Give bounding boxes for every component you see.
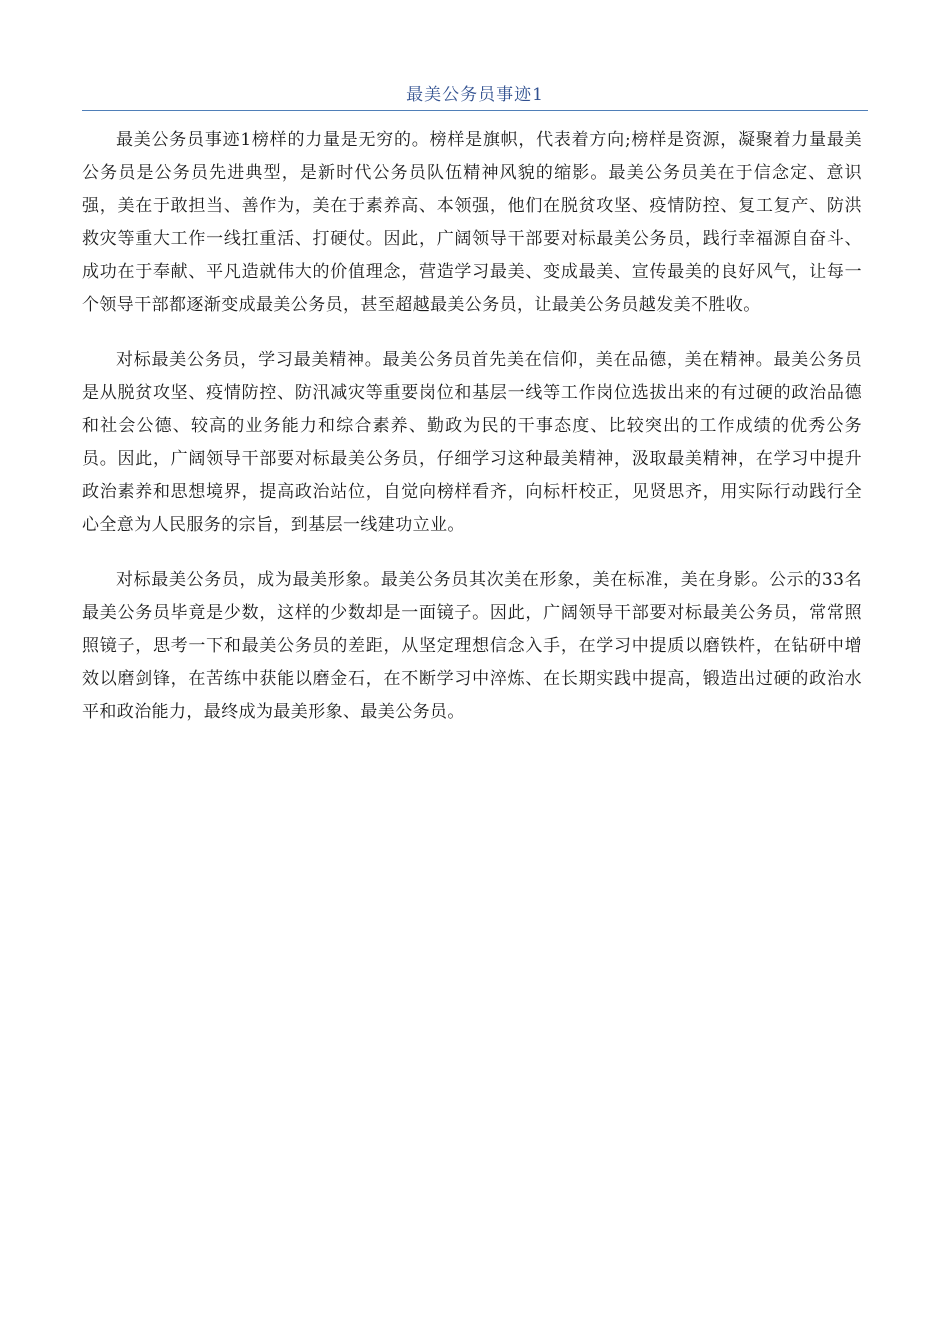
paragraph-2: 对标最美公务员，学习最美精神。最美公务员首先美在信仰，美在品德，美在精神。最美公务员是从脱贫攻坚、疫情防控、防汛减灾等重要岗位和基层一线等工作岗位选拔出来的有过硬的政治品德和社会公德、较高的业务能力和综合素养、勤政为民的干事态度、比较突出的工作成绩的优秀公务员。因此，广阔领导干部要对标最美公务员，仔细学习这种最美精神，汲取最美精神，在学习中提升政治素养和思想境界，提高政治站位，自觉向榜样看齐，向标杆校正，见贤思齐，用实际行动践行全心全意为人民服务的宗旨，到基层一线建功立业。 — [82, 350, 862, 535]
paragraph-3: 对标最美公务员，成为最美形象。最美公务员其次美在形象，美在标准，美在身影。公示的33名最美公务员毕竟是少数，这样的少数却是一面镜子。因此，广阔领导干部要对标最美公务员，常常照照镜子，思考一下和最美公务员的差距，从坚定理想信念入手，在学习中提质以磨铁杵，在钻研中增效以磨剑锋，在苦练中获能以磨金石，在不断学习中淬炼、在长期实践中提高，锻造出过硬的政治水平和政治能力，最终成为最美形象、最美公务员。 — [82, 570, 862, 722]
page-header — [82, 82, 868, 111]
paragraph-1: 最美公务员事迹1榜样的力量是无穷的。榜样是旗帜，代表着方向;榜样是资源，凝聚着力量最美公务员是公务员先进典型，是新时代公务员队伍精神风貌的缩影。最美公务员美在于信念定、意识强，美在于敢担当、善作为，美在于素养高、本领强，他们在脱贫攻坚、疫情防控、复工复产、防洪救灾等重大工作一线扛重活、打硬仗。因此，广阔领导干部要对标最美公务员，践行幸福源自奋斗、成功在于奉献、平凡造就伟大的价值理念，营造学习最美、变成最美、宣传最美的良好风气，让每一个领导干部都逐渐变成最美公务员，甚至超越最美公务员，让最美公务员越发美不胜收。 — [82, 130, 862, 315]
header-title: 最美公务员事迹1 — [406, 85, 544, 105]
document-body — [82, 124, 862, 751]
